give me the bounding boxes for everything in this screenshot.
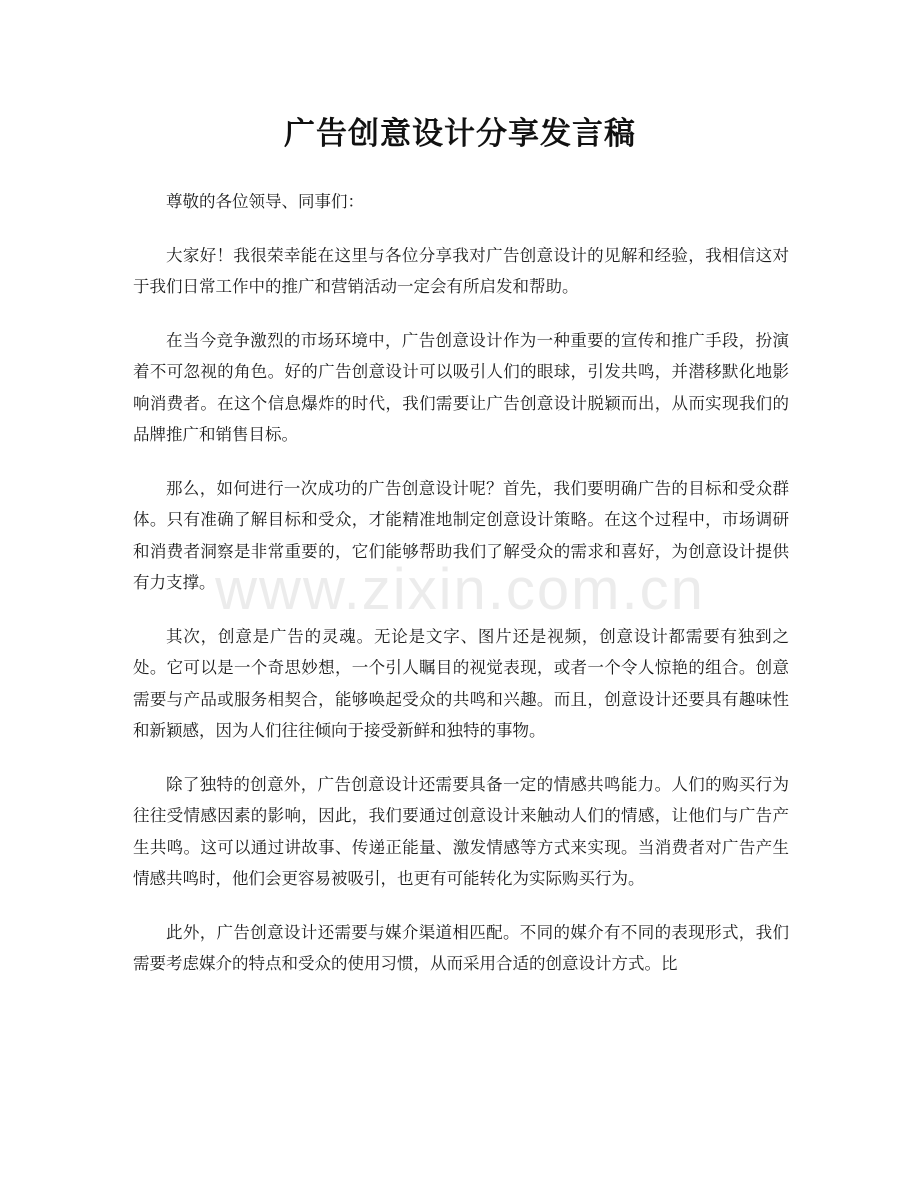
watermark-text: www.zixin.com.cn	[215, 557, 705, 622]
paragraph: 那么，如何进行一次成功的广告创意设计呢？首先，我们要明确广告的目标和受众群体。只有准确了解目标和受众，才能精准地制定创意设计策略。在这个过程中，市场调研和消费者洞察是非常重要的，它们能够帮助我们了解受众的需求和喜好，为创意设计提供有力支撑。	[133, 478, 789, 592]
document-title: 广告创意设计分享发言稿	[284, 116, 636, 152]
paragraph: 其次，创意是广告的灵魂。无论是文字、图片还是视频，创意设计都需要有独到之处。它可以是一个奇思妙想，一个引人瞩目的视觉表现，或者一个令人惊艳的组合。创意需要与产品或服务相契合，能够唤起受众的共鸣和兴趣。而且，创意设计还要具有趣味性和新颖感，因为人们往往倾向于接受新鲜和独特的事物。	[133, 626, 789, 740]
paragraph: 大家好！我很荣幸能在这里与各位分享我对广告创意设计的见解和经验，我相信这对于我们日常工作中的推广和营销活动一定会有所启发和帮助。	[133, 245, 789, 296]
paragraph: 此外，广告创意设计还需要与媒介渠道相匹配。不同的媒介有不同的表现形式，我们需要考虑媒介的特点和受众的使用习惯，从而采用合适的创意设计方式。比	[133, 922, 789, 973]
document-body	[133, 186, 789, 1002]
paragraph: 除了独特的创意外，广告创意设计还需要具备一定的情感共鸣能力。人们的购买行为往往受情感因素的影响，因此，我们要通过创意设计来触动人们的情感，让他们与广告产生共鸣。这可以通过讲故事、传递正能量、激发情感等方式来实现。当消费者对广告产生情感共鸣时，他们会更容易被吸引，也更有可能转化为实际购买行为。	[133, 774, 789, 888]
paragraph: 在当今竞争激烈的市场环境中，广告创意设计作为一种重要的宣传和推广手段，扮演着不可忽视的角色。好的广告创意设计可以吸引人们的眼球，引发共鸣，并潜移默化地影响消费者。在这个信息爆炸的时代，我们需要让广告创意设计脱颖而出，从而实现我们的品牌推广和销售目标。	[133, 330, 789, 444]
greeting-line: 尊敬的各位领导、同事们：	[166, 192, 364, 211]
